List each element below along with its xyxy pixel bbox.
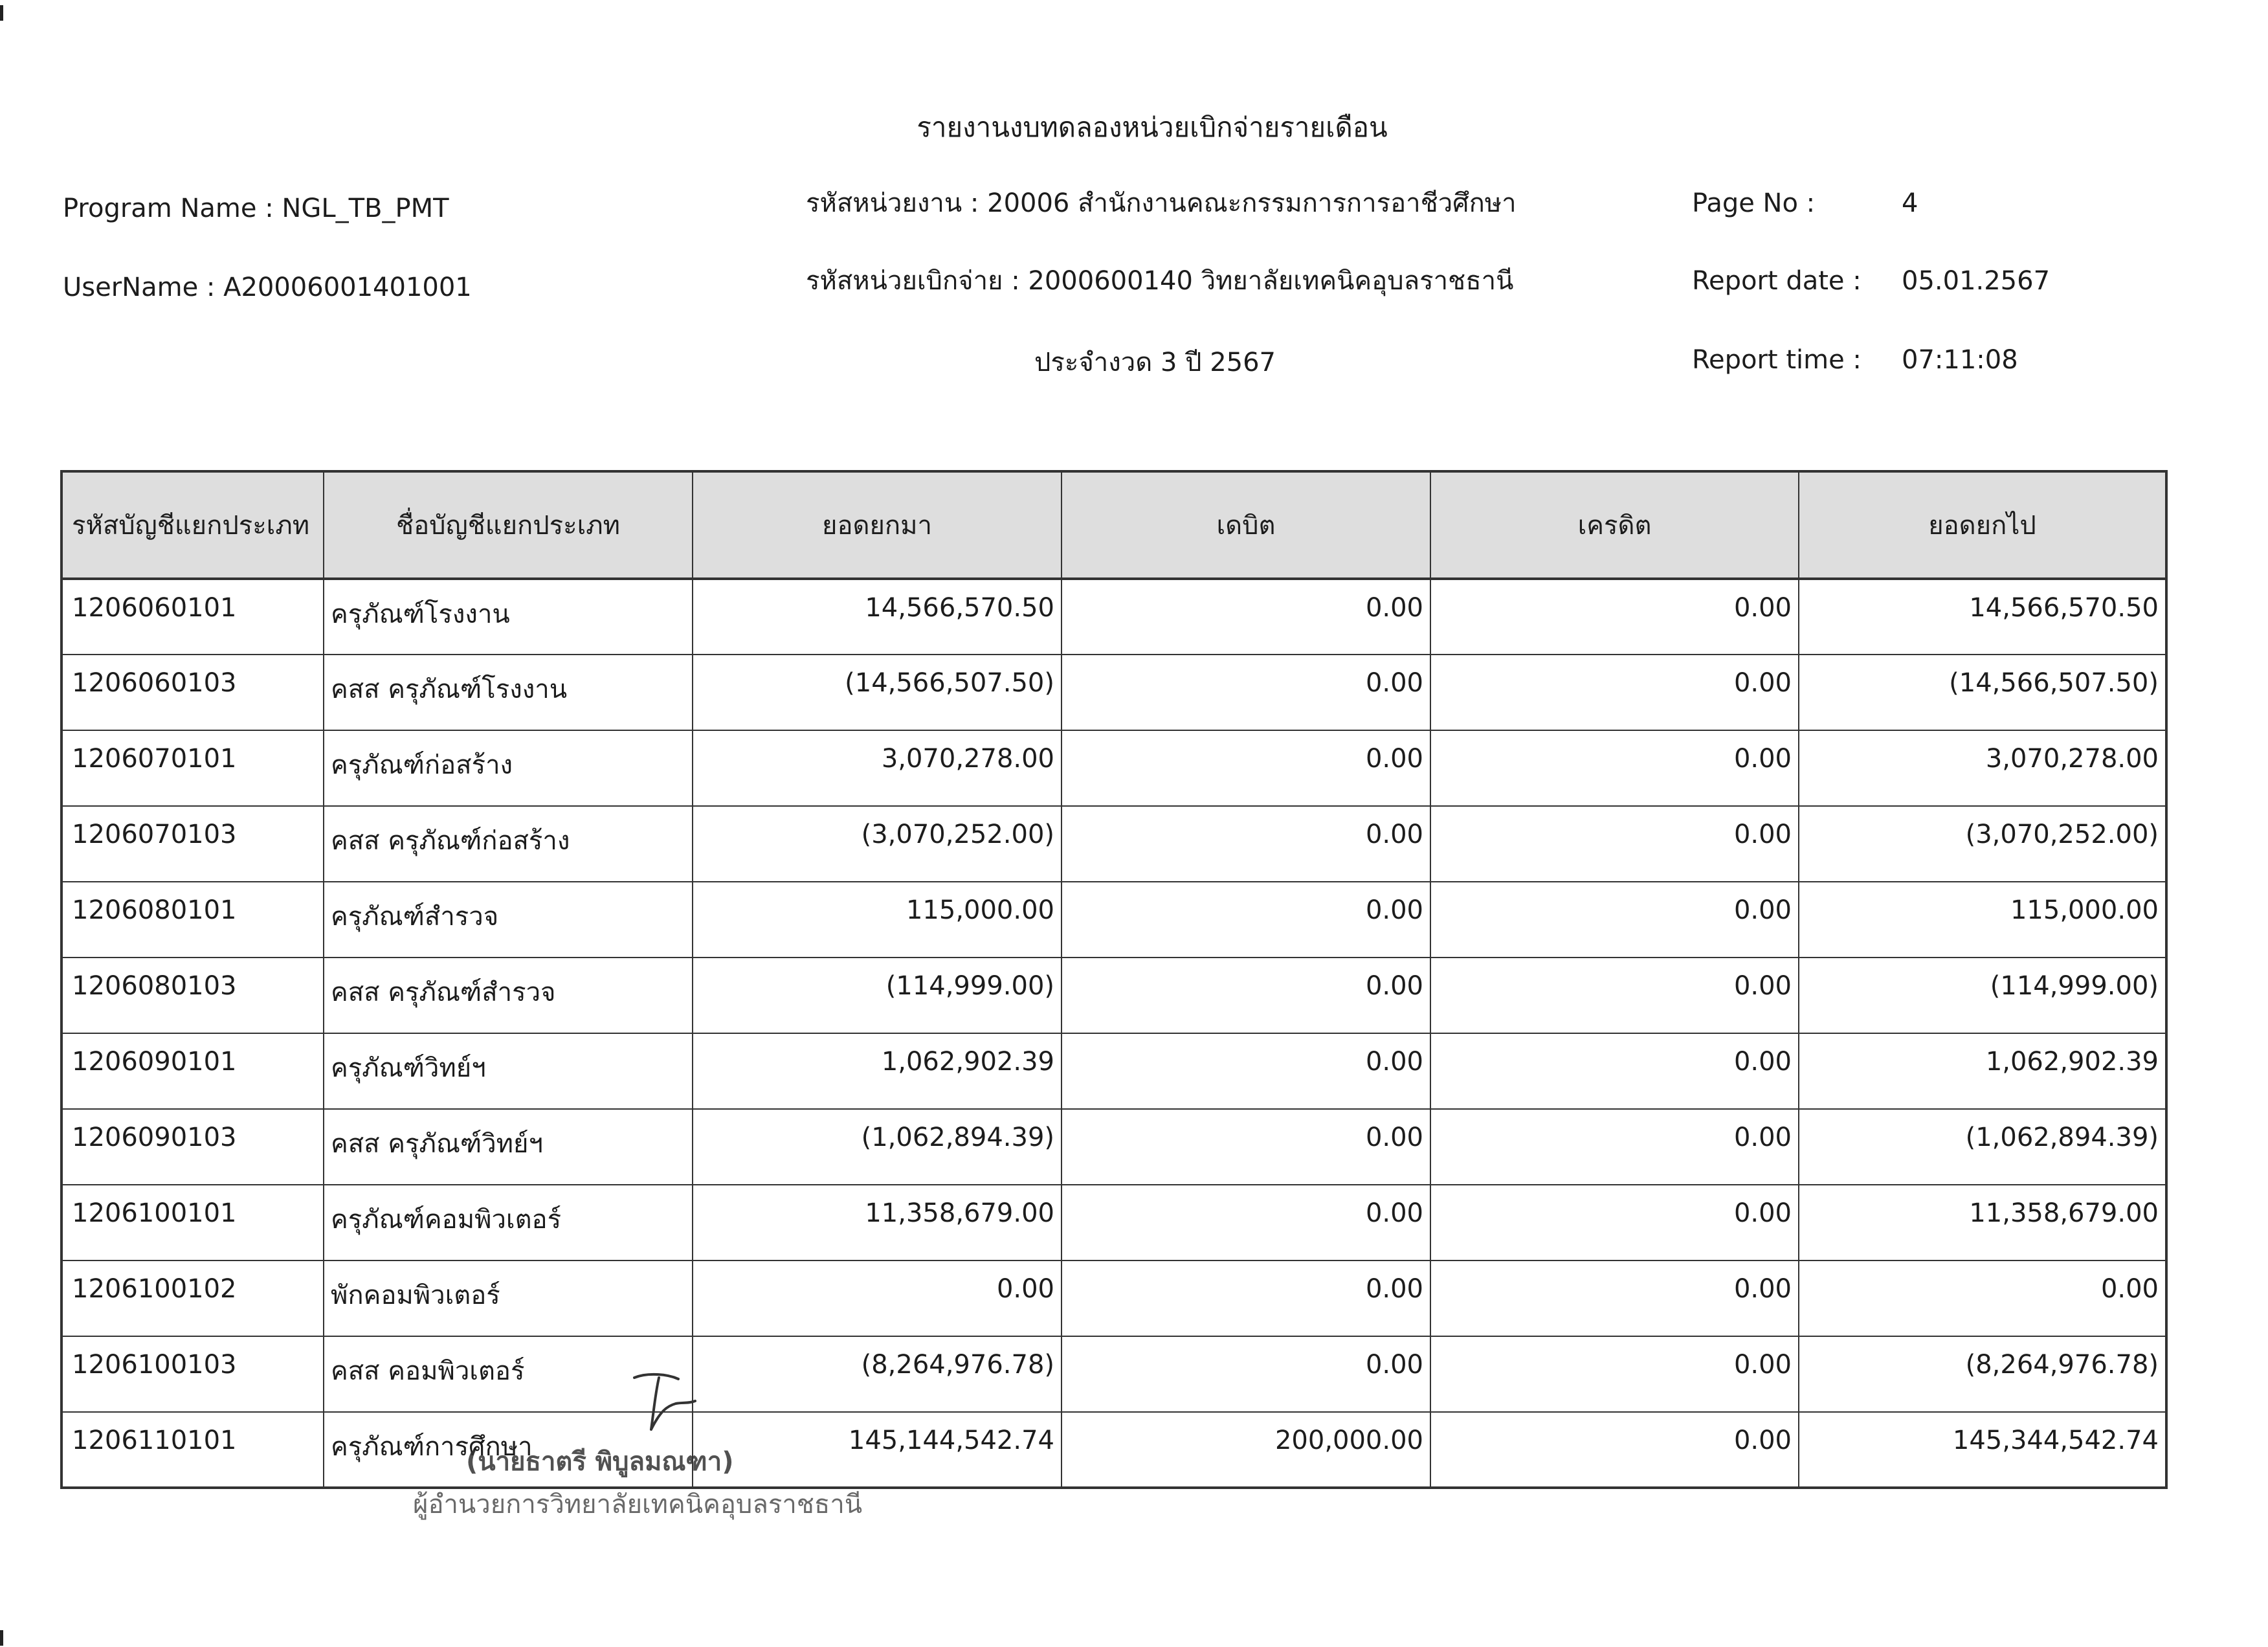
cell-carried-forward: 1,062,902.39 [1799, 1033, 2166, 1109]
cell-credit: 0.00 [1430, 1185, 1799, 1260]
cell-account-name: คสส ครุภัณฑ์ก่อสร้าง [324, 806, 693, 882]
cell-brought-forward: (14,566,507.50) [693, 655, 1062, 730]
cell-credit: 0.00 [1430, 806, 1799, 882]
report-date-value: 05.01.2567 [1902, 266, 2051, 296]
report-title: รายงานงบทดลองหน่วยเบิกจ่ายรายเดือน [917, 111, 1388, 143]
cell-carried-forward: (114,999.00) [1799, 958, 2166, 1033]
cell-brought-forward: (8,264,976.78) [693, 1336, 1062, 1412]
cell-brought-forward: 3,070,278.00 [693, 730, 1062, 806]
page-no-value: 4 [1902, 188, 1918, 218]
table-header-row [61, 471, 2166, 579]
cell-account-code: 1206080101 [61, 882, 324, 958]
cell-carried-forward: (14,566,507.50) [1799, 655, 2166, 730]
page-no-label: Page No : [1692, 188, 1816, 218]
cell-account-name: ครุภัณฑ์การศึกษา [324, 1412, 693, 1488]
stamp-director-name: (นายธาตรี พิบูลมณฑา) [466, 1447, 734, 1477]
cell-account-code: 1206090103 [61, 1109, 324, 1185]
header-credit: เครดิต [1430, 471, 1799, 579]
cell-debit: 0.00 [1062, 1109, 1430, 1185]
cell-brought-forward: (1,062,894.39) [693, 1109, 1062, 1185]
report-time-label: Report time : [1692, 345, 1862, 375]
cell-account-code: 1206080103 [61, 958, 324, 1033]
cell-account-name: ครุภัณฑ์วิทย์ฯ [324, 1033, 693, 1109]
trial-balance-table [60, 470, 2168, 1489]
table-row [61, 1033, 2166, 1109]
table-row [61, 882, 2166, 958]
cell-brought-forward: (3,070,252.00) [693, 806, 1062, 882]
cell-brought-forward: 1,062,902.39 [693, 1033, 1062, 1109]
cell-carried-forward: (1,062,894.39) [1799, 1109, 2166, 1185]
cell-account-name: พักคอมพิวเตอร์ [324, 1260, 693, 1336]
cell-credit: 0.00 [1430, 655, 1799, 730]
cell-credit: 0.00 [1430, 1336, 1799, 1412]
table-row [61, 1412, 2166, 1488]
report-period: ประจำงวด 3 ปี 2567 [1034, 348, 1276, 377]
cell-brought-forward: 115,000.00 [693, 882, 1062, 958]
table-row [61, 1185, 2166, 1260]
cell-debit: 0.00 [1062, 579, 1430, 655]
cell-account-code: 1206070101 [61, 730, 324, 806]
cell-credit: 0.00 [1430, 1033, 1799, 1109]
cell-debit: 0.00 [1062, 1033, 1430, 1109]
report-time-value: 07:11:08 [1902, 345, 2018, 375]
cell-debit: 0.00 [1062, 655, 1430, 730]
cell-brought-forward: 11,358,679.00 [693, 1185, 1062, 1260]
cell-credit: 0.00 [1430, 1260, 1799, 1336]
table-row [61, 579, 2166, 655]
cell-credit: 0.00 [1430, 1109, 1799, 1185]
scan-edge-mark [0, 1630, 3, 1646]
header-carried-forward: ยอดยกไป [1799, 471, 2166, 579]
table-row [61, 1260, 2166, 1336]
cell-carried-forward: 0.00 [1799, 1260, 2166, 1336]
user-name: UserName : A20006001401001 [63, 273, 472, 302]
header-brought-forward: ยอดยกมา [693, 471, 1062, 579]
cell-carried-forward: 145,344,542.74 [1799, 1412, 2166, 1488]
cell-account-name: คสส คอมพิวเตอร์ [324, 1336, 693, 1412]
cell-debit: 0.00 [1062, 1336, 1430, 1412]
cell-account-name: ครุภัณฑ์คอมพิวเตอร์ [324, 1185, 693, 1260]
cell-credit: 0.00 [1430, 579, 1799, 655]
header-account-name: ชื่อบัญชีแยกประเภท [324, 471, 693, 579]
cell-debit: 0.00 [1062, 730, 1430, 806]
cell-account-name: ครุภัณฑ์โรงงาน [324, 579, 693, 655]
cell-account-name: คสส ครุภัณฑ์วิทย์ฯ [324, 1109, 693, 1185]
stamp-director-title: ผู้อำนวยการวิทยาลัยเทคนิคอุบลราชธานี [413, 1490, 863, 1519]
cell-carried-forward: (3,070,252.00) [1799, 806, 2166, 882]
cell-credit: 0.00 [1430, 882, 1799, 958]
cell-brought-forward: 145,144,542.74 [693, 1412, 1062, 1488]
cell-debit: 0.00 [1062, 958, 1430, 1033]
handwritten-signature [621, 1366, 699, 1437]
cell-credit: 0.00 [1430, 1412, 1799, 1488]
disbursing-unit: รหัสหน่วยเบิกจ่าย : 2000600140 วิทยาลัยเทคนิคอุบลราชธานี [806, 266, 1514, 296]
table-row [61, 1109, 2166, 1185]
cell-carried-forward: 14,566,570.50 [1799, 579, 2166, 655]
cell-account-name: คสส ครุภัณฑ์โรงงาน [324, 655, 693, 730]
cell-brought-forward: (114,999.00) [693, 958, 1062, 1033]
cell-carried-forward: 11,358,679.00 [1799, 1185, 2166, 1260]
cell-account-code: 1206060103 [61, 655, 324, 730]
cell-carried-forward: 115,000.00 [1799, 882, 2166, 958]
cell-debit: 0.00 [1062, 1260, 1430, 1336]
table-row [61, 655, 2166, 730]
header-debit: เดบิต [1062, 471, 1430, 579]
scan-edge-mark [0, 5, 3, 21]
cell-account-name: ครุภัณฑ์สำรวจ [324, 882, 693, 958]
cell-debit: 0.00 [1062, 1185, 1430, 1260]
cell-account-code: 1206060101 [61, 579, 324, 655]
program-name: Program Name : NGL_TB_PMT [63, 194, 449, 223]
cell-credit: 0.00 [1430, 730, 1799, 806]
cell-credit: 0.00 [1430, 958, 1799, 1033]
cell-brought-forward: 0.00 [693, 1260, 1062, 1336]
cell-account-name: ครุภัณฑ์ก่อสร้าง [324, 730, 693, 806]
table-row [61, 1336, 2166, 1412]
cell-carried-forward: (8,264,976.78) [1799, 1336, 2166, 1412]
cell-account-code: 1206110101 [61, 1412, 324, 1488]
cell-account-code: 1206100103 [61, 1336, 324, 1412]
cell-debit: 0.00 [1062, 882, 1430, 958]
report-date-label: Report date : [1692, 266, 1862, 296]
cell-account-code: 1206100102 [61, 1260, 324, 1336]
cell-carried-forward: 3,070,278.00 [1799, 730, 2166, 806]
header-account-code: รหัสบัญชีแยกประเภท [61, 471, 324, 579]
cell-brought-forward: 14,566,570.50 [693, 579, 1062, 655]
cell-account-code: 1206070103 [61, 806, 324, 882]
cell-account-code: 1206100101 [61, 1185, 324, 1260]
agency-code: รหัสหน่วยงาน : 20006 สำนักงานคณะกรรมการการอาชีวศึกษา [806, 188, 1517, 218]
cell-debit: 200,000.00 [1062, 1412, 1430, 1488]
cell-debit: 0.00 [1062, 806, 1430, 882]
cell-account-name: คสส ครุภัณฑ์สำรวจ [324, 958, 693, 1033]
table-row [61, 958, 2166, 1033]
cell-account-code: 1206090101 [61, 1033, 324, 1109]
table-row [61, 730, 2166, 806]
table-row [61, 806, 2166, 882]
